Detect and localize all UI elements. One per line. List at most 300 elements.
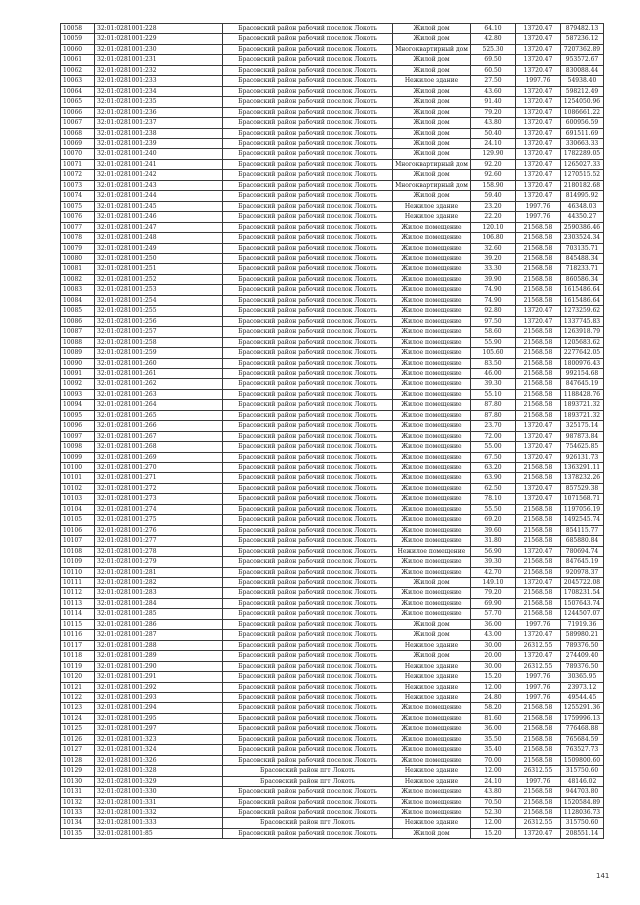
table-row: [61, 797, 604, 807]
address-cell: Брасовский район рабочий поселок Локоть: [223, 65, 393, 75]
specific-value-cell: 21568.58: [516, 797, 561, 807]
object-type-cell: Многоквартирный дом: [393, 44, 471, 54]
address-cell: Брасовский район рабочий поселок Локоть: [223, 264, 393, 274]
row-number-cell: 10097: [61, 431, 95, 441]
row-number-cell: 10063: [61, 76, 95, 86]
row-number-cell: 10066: [61, 107, 95, 117]
row-number-cell: 10134: [61, 818, 95, 828]
address-cell: Брасовский район рабочий поселок Локоть: [223, 180, 393, 190]
address-cell: Брасовский район рабочий поселок Локоть: [223, 452, 393, 462]
object-type-cell: Нежилое здание: [393, 693, 471, 703]
cadastral-value-cell: 920978.37: [561, 567, 604, 577]
address-cell: Брасовский район рабочий поселок Локоть: [223, 410, 393, 420]
row-number-cell: 10096: [61, 421, 95, 431]
object-type-cell: Жилое помещение: [393, 557, 471, 567]
cadastral-number-cell: 32:01:0281001:275: [95, 515, 223, 525]
cadastral-value-cell: 598212.49: [561, 86, 604, 96]
area-cell: 42.80: [471, 34, 516, 44]
address-cell: Брасовский район рабочий поселок Локоть: [223, 807, 393, 817]
object-type-cell: Жилой дом: [393, 65, 471, 75]
row-number-cell: 10128: [61, 755, 95, 765]
specific-value-cell: 21568.58: [516, 233, 561, 243]
object-type-cell: Жилой дом: [393, 86, 471, 96]
address-cell: Брасовский район рабочий поселок Локоть: [223, 222, 393, 232]
specific-value-cell: 21568.58: [516, 379, 561, 389]
specific-value-cell: 21568.58: [516, 274, 561, 284]
cadastral-value-cell: 2590386.46: [561, 222, 604, 232]
object-type-cell: Жилое помещение: [393, 348, 471, 358]
address-cell: Брасовский район рабочий поселок Локоть: [223, 578, 393, 588]
row-number-cell: 10073: [61, 180, 95, 190]
object-type-cell: Жилое помещение: [393, 410, 471, 420]
cadastral-value-cell: 1782289.05: [561, 149, 604, 159]
object-type-cell: Жилое помещение: [393, 358, 471, 368]
row-number-cell: 10127: [61, 745, 95, 755]
cadastral-number-cell: 32:01:0281001:288: [95, 640, 223, 650]
cadastral-number-cell: 32:01:0281001:253: [95, 285, 223, 295]
address-cell: Брасовский район рабочий поселок Локоть: [223, 546, 393, 556]
object-type-cell: Нежилое здание: [393, 640, 471, 650]
cadastral-value-cell: 2045722.08: [561, 578, 604, 588]
specific-value-cell: 21568.58: [516, 755, 561, 765]
address-cell: Брасовский район рабочий поселок Локоть: [223, 138, 393, 148]
address-cell: Брасовский район рабочий поселок Локоть: [223, 358, 393, 368]
address-cell: Брасовский район рабочий поселок Локоть: [223, 24, 393, 34]
area-cell: 43.80: [471, 118, 516, 128]
object-type-cell: Жилое помещение: [393, 295, 471, 305]
area-cell: 30.00: [471, 640, 516, 650]
specific-value-cell: 13720.47: [516, 180, 561, 190]
cadastral-value-cell: 1893721.32: [561, 410, 604, 420]
row-number-cell: 10126: [61, 734, 95, 744]
table-row: [61, 431, 604, 441]
area-cell: 43.80: [471, 787, 516, 797]
object-type-cell: Жилой дом: [393, 107, 471, 117]
area-cell: 15.20: [471, 672, 516, 682]
cadastral-value-cell: 763527.73: [561, 745, 604, 755]
address-cell: Брасовский район рабочий поселок Локоть: [223, 159, 393, 169]
table-row: [61, 494, 604, 504]
cadastral-value-cell: 1337745.83: [561, 316, 604, 326]
cadastral-number-cell: 32:01:0281001:232: [95, 65, 223, 75]
object-type-cell: Жилое помещение: [393, 797, 471, 807]
object-type-cell: Жилое помещение: [393, 264, 471, 274]
cadastral-value-cell: 600956.59: [561, 118, 604, 128]
specific-value-cell: 21568.58: [516, 253, 561, 263]
cadastral-number-cell: 32:01:0281001:241: [95, 159, 223, 169]
object-type-cell: Жилое помещение: [393, 222, 471, 232]
specific-value-cell: 13720.47: [516, 651, 561, 661]
address-cell: Брасовский район рабочий поселок Локоть: [223, 389, 393, 399]
address-cell: Брасовский район рабочий поселок Локоть: [223, 327, 393, 337]
table-row: [61, 379, 604, 389]
cadastral-number-cell: 32:01:0281001:251: [95, 264, 223, 274]
address-cell: Брасовский район рабочий поселок Локоть: [223, 421, 393, 431]
cadastral-value-cell: 48146.02: [561, 776, 604, 786]
specific-value-cell: 1997.76: [516, 776, 561, 786]
row-number-cell: 10110: [61, 567, 95, 577]
row-number-cell: 10092: [61, 379, 95, 389]
cadastral-number-cell: 32:01:0281001:268: [95, 442, 223, 452]
object-type-cell: Жилой дом: [393, 128, 471, 138]
object-type-cell: Жилое помещение: [393, 724, 471, 734]
specific-value-cell: 13720.47: [516, 128, 561, 138]
table-row: [61, 337, 604, 347]
area-cell: 69.90: [471, 598, 516, 608]
cadastral-number-cell: 32:01:0281001:331: [95, 797, 223, 807]
row-number-cell: 10081: [61, 264, 95, 274]
specific-value-cell: 21568.58: [516, 598, 561, 608]
table-row: [61, 316, 604, 326]
row-number-cell: 10133: [61, 807, 95, 817]
cadastral-number-cell: 32:01:0281001:247: [95, 222, 223, 232]
cadastral-value-cell: 685880.84: [561, 536, 604, 546]
row-number-cell: 10089: [61, 348, 95, 358]
cadastral-number-cell: 32:01:0281001:281: [95, 567, 223, 577]
cadastral-number-cell: 32:01:0281001:295: [95, 713, 223, 723]
cadastral-value-cell: 1205683.62: [561, 337, 604, 347]
address-cell: Брасовский район рабочий поселок Локоть: [223, 609, 393, 619]
cadastral-number-cell: 32:01:0281001:293: [95, 693, 223, 703]
address-cell: Брасовский район пгт Локоть: [223, 818, 393, 828]
specific-value-cell: 1997.76: [516, 693, 561, 703]
cadastral-number-cell: 32:01:0281001:267: [95, 431, 223, 441]
row-number-cell: 10098: [61, 442, 95, 452]
table-row: [61, 24, 604, 34]
specific-value-cell: 21568.58: [516, 515, 561, 525]
object-type-cell: Жилое помещение: [393, 734, 471, 744]
specific-value-cell: 26312.55: [516, 766, 561, 776]
address-cell: Брасовский район рабочий поселок Локоть: [223, 107, 393, 117]
area-cell: 35.50: [471, 734, 516, 744]
object-type-cell: Жилой дом: [393, 24, 471, 34]
cadastral-number-cell: 32:01:0281001:333: [95, 818, 223, 828]
cadastral-number-cell: 32:01:0281001:277: [95, 536, 223, 546]
cadastral-value-cell: 765684.59: [561, 734, 604, 744]
table-row: [61, 661, 604, 671]
area-cell: 39.20: [471, 253, 516, 263]
object-type-cell: Жилой дом: [393, 619, 471, 629]
cadastral-number-cell: 32:01:0281001:326: [95, 755, 223, 765]
row-number-cell: 10116: [61, 630, 95, 640]
row-number-cell: 10099: [61, 452, 95, 462]
object-type-cell: Жилое помещение: [393, 807, 471, 817]
address-cell: Брасовский район рабочий поселок Локоть: [223, 442, 393, 452]
object-type-cell: Нежилое здание: [393, 776, 471, 786]
specific-value-cell: 13720.47: [516, 578, 561, 588]
specific-value-cell: 1997.76: [516, 212, 561, 222]
row-number-cell: 10111: [61, 578, 95, 588]
area-cell: 43.60: [471, 86, 516, 96]
object-type-cell: Жилое помещение: [393, 316, 471, 326]
cadastral-number-cell: 32:01:0281001:231: [95, 55, 223, 65]
area-cell: 36.00: [471, 724, 516, 734]
row-number-cell: 10125: [61, 724, 95, 734]
area-cell: 24.10: [471, 138, 516, 148]
table-row: [61, 327, 604, 337]
area-cell: 55.10: [471, 389, 516, 399]
cadastral-value-cell: 953572.67: [561, 55, 604, 65]
specific-value-cell: 21568.58: [516, 504, 561, 514]
cadastral-value-cell: 1507643.74: [561, 598, 604, 608]
address-cell: Брасовский район пгт Локоть: [223, 776, 393, 786]
cadastral-number-cell: 32:01:0281001:292: [95, 682, 223, 692]
table-row: [61, 86, 604, 96]
row-number-cell: 10083: [61, 285, 95, 295]
object-type-cell: Жилое помещение: [393, 494, 471, 504]
specific-value-cell: 13720.47: [516, 65, 561, 75]
row-number-cell: 10094: [61, 400, 95, 410]
table-row: [61, 368, 604, 378]
area-cell: 87.80: [471, 400, 516, 410]
row-number-cell: 10060: [61, 44, 95, 54]
row-number-cell: 10077: [61, 222, 95, 232]
cadastral-value-cell: 854115.77: [561, 525, 604, 535]
cadastral-number-cell: 32:01:0281001:243: [95, 180, 223, 190]
table-row: [61, 724, 604, 734]
cadastral-value-cell: 2277642.05: [561, 348, 604, 358]
address-cell: Брасовский район рабочий поселок Локоть: [223, 567, 393, 577]
cadastral-value-cell: 1263918.79: [561, 327, 604, 337]
specific-value-cell: 21568.58: [516, 243, 561, 253]
area-cell: 27.50: [471, 76, 516, 86]
address-cell: Брасовский район рабочий поселок Локоть: [223, 55, 393, 65]
cadastral-value-cell: 1520584.89: [561, 797, 604, 807]
cadastral-number-cell: 32:01:0281001:229: [95, 34, 223, 44]
table-row: [61, 483, 604, 493]
area-cell: 120.10: [471, 222, 516, 232]
specific-value-cell: 21568.58: [516, 734, 561, 744]
specific-value-cell: 13720.47: [516, 828, 561, 838]
row-number-cell: 10075: [61, 201, 95, 211]
cadastral-value-cell: 7207362.89: [561, 44, 604, 54]
cadastral-number-cell: 32:01:0281001:271: [95, 473, 223, 483]
object-type-cell: Жилое помещение: [393, 285, 471, 295]
specific-value-cell: 13720.47: [516, 149, 561, 159]
row-number-cell: 10131: [61, 787, 95, 797]
cadastral-number-cell: 32:01:0281001:291: [95, 672, 223, 682]
cadastral-value-cell: 780694.74: [561, 546, 604, 556]
address-cell: Брасовский район рабочий поселок Локоть: [223, 128, 393, 138]
table-row: [61, 619, 604, 629]
address-cell: Брасовский район рабочий поселок Локоть: [223, 588, 393, 598]
area-cell: 39.60: [471, 525, 516, 535]
area-cell: 43.00: [471, 630, 516, 640]
specific-value-cell: 21568.58: [516, 285, 561, 295]
table-row: [61, 170, 604, 180]
cadastral-value-cell: 315750.60: [561, 766, 604, 776]
area-cell: 39.30: [471, 557, 516, 567]
object-type-cell: Нежилое помещение: [393, 546, 471, 556]
table-row: [61, 118, 604, 128]
cadastral-number-cell: 32:01:0281001:266: [95, 421, 223, 431]
cadastral-value-cell: 776468.88: [561, 724, 604, 734]
address-cell: Брасовский район рабочий поселок Локоть: [223, 651, 393, 661]
cadastral-number-cell: 32:01:0281001:252: [95, 274, 223, 284]
specific-value-cell: 13720.47: [516, 107, 561, 117]
table-row: [61, 713, 604, 723]
address-cell: Брасовский район рабочий поселок Локоть: [223, 640, 393, 650]
area-cell: 42.70: [471, 567, 516, 577]
address-cell: Брасовский район рабочий поселок Локоть: [223, 494, 393, 504]
cadastral-number-cell: 32:01:0281001:249: [95, 243, 223, 253]
cadastral-value-cell: 1197056.19: [561, 504, 604, 514]
area-cell: 24.10: [471, 776, 516, 786]
table-row: [61, 776, 604, 786]
address-cell: Брасовский район рабочий поселок Локоть: [223, 201, 393, 211]
table-row: [61, 138, 604, 148]
specific-value-cell: 13720.47: [516, 452, 561, 462]
area-cell: 35.40: [471, 745, 516, 755]
object-type-cell: Нежилое здание: [393, 672, 471, 682]
cadastral-value-cell: 30365.95: [561, 672, 604, 682]
table-row: [61, 159, 604, 169]
cadastral-value-cell: 315750.60: [561, 818, 604, 828]
row-number-cell: 10102: [61, 483, 95, 493]
area-cell: 62.50: [471, 483, 516, 493]
table-row: [61, 358, 604, 368]
object-type-cell: Жилое помещение: [393, 337, 471, 347]
address-cell: Брасовский район рабочий поселок Локоть: [223, 243, 393, 253]
object-type-cell: Нежилое здание: [393, 818, 471, 828]
cadastral-number-cell: 32:01:0281001:250: [95, 253, 223, 263]
table-row: [61, 640, 604, 650]
address-cell: Брасовский район рабочий поселок Локоть: [223, 734, 393, 744]
specific-value-cell: 21568.58: [516, 713, 561, 723]
row-number-cell: 10062: [61, 65, 95, 75]
object-type-cell: Жилое помещение: [393, 536, 471, 546]
object-type-cell: Жилое помещение: [393, 389, 471, 399]
address-cell: Брасовский район рабочий поселок Локоть: [223, 713, 393, 723]
table-row: [61, 703, 604, 713]
row-number-cell: 10088: [61, 337, 95, 347]
cadastral-number-cell: 32:01:0281001:273: [95, 494, 223, 504]
cadastral-number-cell: 32:01:0281001:324: [95, 745, 223, 755]
row-number-cell: 10124: [61, 713, 95, 723]
table-row: [61, 76, 604, 86]
object-type-cell: Жилое помещение: [393, 442, 471, 452]
object-type-cell: Жилое помещение: [393, 787, 471, 797]
table-row: [61, 97, 604, 107]
cadastral-value-cell: 1509800.60: [561, 755, 604, 765]
cadastral-number-cell: 32:01:0281001:228: [95, 24, 223, 34]
cadastral-number-cell: 32:01:0281001:328: [95, 766, 223, 776]
cadastral-number-cell: 32:01:0281001:256: [95, 316, 223, 326]
specific-value-cell: 21568.58: [516, 264, 561, 274]
table-row: [61, 191, 604, 201]
cadastral-number-cell: 32:01:0281001:244: [95, 191, 223, 201]
cadastral-value-cell: 814995.92: [561, 191, 604, 201]
cadastral-value-cell: 1759996.13: [561, 713, 604, 723]
address-cell: Брасовский район рабочий поселок Локоть: [223, 661, 393, 671]
specific-value-cell: 21568.58: [516, 327, 561, 337]
area-cell: 36.00: [471, 619, 516, 629]
cadastral-number-cell: 32:01:0281001:259: [95, 348, 223, 358]
object-type-cell: Жилое помещение: [393, 431, 471, 441]
row-number-cell: 10119: [61, 661, 95, 671]
object-type-cell: Жилое помещение: [393, 327, 471, 337]
specific-value-cell: 21568.58: [516, 536, 561, 546]
object-type-cell: Многоквартирный дом: [393, 159, 471, 169]
area-cell: 50.40: [471, 128, 516, 138]
table-row: [61, 515, 604, 525]
table-row: [61, 306, 604, 316]
row-number-cell: 10070: [61, 149, 95, 159]
area-cell: 81.60: [471, 713, 516, 723]
object-type-cell: Жилое помещение: [393, 379, 471, 389]
table-row: [61, 755, 604, 765]
row-number-cell: 10106: [61, 525, 95, 535]
address-cell: Брасовский район рабочий поселок Локоть: [223, 473, 393, 483]
cadastral-value-cell: 208551.14: [561, 828, 604, 838]
cadastral-value-cell: 2303524.34: [561, 233, 604, 243]
specific-value-cell: 13720.47: [516, 138, 561, 148]
cadastral-number-cell: 32:01:0281001:257: [95, 327, 223, 337]
address-cell: Брасовский район рабочий поселок Локоть: [223, 97, 393, 107]
specific-value-cell: 26312.55: [516, 661, 561, 671]
cadastral-value-cell: 830088.44: [561, 65, 604, 75]
specific-value-cell: 21568.58: [516, 337, 561, 347]
area-cell: 23.70: [471, 421, 516, 431]
object-type-cell: Жилое помещение: [393, 598, 471, 608]
area-cell: 106.80: [471, 233, 516, 243]
area-cell: 32.60: [471, 243, 516, 253]
area-cell: 57.70: [471, 609, 516, 619]
cadastral-value-cell: 857529.38: [561, 483, 604, 493]
area-cell: 69.20: [471, 515, 516, 525]
specific-value-cell: 21568.58: [516, 745, 561, 755]
area-cell: 92.80: [471, 306, 516, 316]
cadastral-value-cell: 49544.45: [561, 693, 604, 703]
object-type-cell: Жилой дом: [393, 578, 471, 588]
table-row: [61, 693, 604, 703]
cadastral-number-cell: 32:01:0281001:242: [95, 170, 223, 180]
cadastral-number-cell: 32:01:0281001:283: [95, 588, 223, 598]
table-row: [61, 682, 604, 692]
cadastral-value-cell: 703135.71: [561, 243, 604, 253]
specific-value-cell: 1997.76: [516, 201, 561, 211]
object-type-cell: Жилое помещение: [393, 421, 471, 431]
cadastral-value-cell: 1255291.36: [561, 703, 604, 713]
table-row: [61, 295, 604, 305]
cadastral-number-cell: 32:01:0281001:233: [95, 76, 223, 86]
row-number-cell: 10076: [61, 212, 95, 222]
row-number-cell: 10130: [61, 776, 95, 786]
cadastral-number-cell: 32:01:0281001:234: [95, 86, 223, 96]
cadastral-value-cell: 987873.84: [561, 431, 604, 441]
address-cell: Брасовский район рабочий поселок Локоть: [223, 515, 393, 525]
cadastral-number-cell: 32:01:0281001:282: [95, 578, 223, 588]
cadastral-number-cell: 32:01:0281001:290: [95, 661, 223, 671]
object-type-cell: Жилой дом: [393, 118, 471, 128]
table-row: [61, 442, 604, 452]
area-cell: 149.10: [471, 578, 516, 588]
area-cell: 12.00: [471, 682, 516, 692]
row-number-cell: 10100: [61, 463, 95, 473]
cadastral-value-cell: 1363291.11: [561, 463, 604, 473]
cadastral-number-cell: 32:01:0281001:274: [95, 504, 223, 514]
specific-value-cell: 1997.76: [516, 672, 561, 682]
cadastral-number-cell: 32:01:0281001:285: [95, 609, 223, 619]
object-type-cell: Жилой дом: [393, 138, 471, 148]
area-cell: 74.90: [471, 295, 516, 305]
cadastral-number-cell: 32:01:0281001:270: [95, 463, 223, 473]
cadastral-value-cell: 992154.68: [561, 368, 604, 378]
area-cell: 23.20: [471, 201, 516, 211]
address-cell: Брасовский район рабочий поселок Локоть: [223, 745, 393, 755]
table-row: [61, 828, 604, 838]
row-number-cell: 10101: [61, 473, 95, 483]
